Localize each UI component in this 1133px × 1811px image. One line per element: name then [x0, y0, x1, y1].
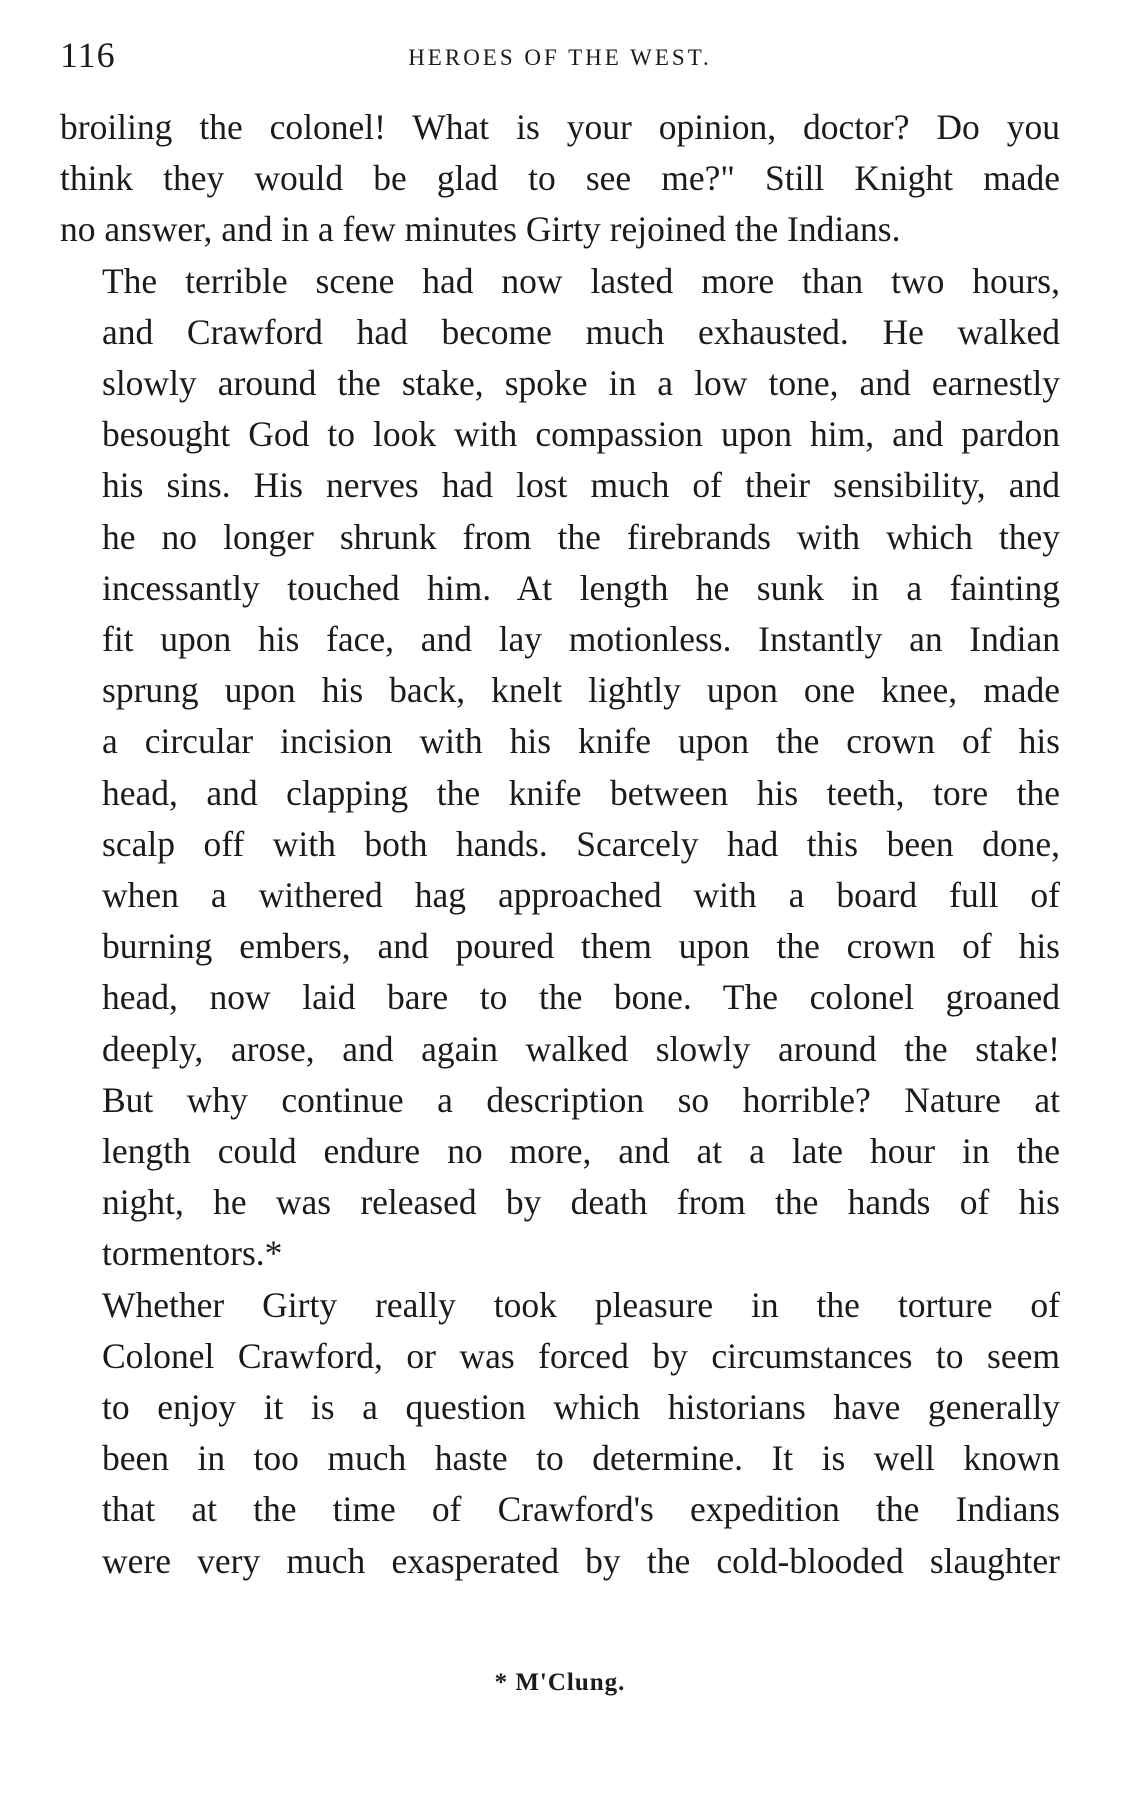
- text-line: Whether Girty really took pleasure in the torture of: [102, 1284, 1060, 1325]
- text-line: his sins. His nerves had lost much of their sensibility, and: [102, 465, 1060, 506]
- text-line: been in too much haste to determine. It is well known: [102, 1438, 1060, 1479]
- body-text: [60, 102, 1060, 1587]
- text-line: broiling the colonel! What is your opinion, doctor? Do you: [60, 107, 1060, 147]
- text-line: besought God to look with compassion upon him, and pardon: [102, 414, 1060, 455]
- text-line: The terrible scene had now lasted more than two hours,: [102, 260, 1060, 301]
- text-line: slowly around the stake, spoke in a low tone, and earnestly: [102, 363, 1060, 404]
- book-page: [60, 30, 1060, 1770]
- paragraph: [60, 256, 1060, 1280]
- text-line: But why continue a description so horrible? Nature at: [102, 1079, 1060, 1120]
- paragraph: [60, 1280, 1060, 1587]
- text-line: no answer, and in a few minutes Girty rejoined the Indians.: [60, 209, 901, 250]
- text-line: a circular incision with his knife upon the crown of his: [102, 721, 1060, 762]
- text-line: sprung upon his back, knelt lightly upon one knee, made: [102, 670, 1060, 711]
- text-line: were very much exasperated by the cold-blooded slaughter: [102, 1540, 1060, 1581]
- text-line: deeply, arose, and again walked slowly around the stake!: [102, 1028, 1060, 1069]
- page-number: 116: [60, 35, 116, 75]
- text-line: length could endure no more, and at a late hour in the: [102, 1131, 1060, 1172]
- text-line: he no longer shrunk from the firebrands with which they: [102, 516, 1060, 557]
- footnote: * M'Clung.: [494, 1669, 626, 1696]
- text-line: incessantly touched him. At length he sunk in a fainting: [102, 567, 1060, 608]
- text-line: and Crawford had become much exhausted. He walked: [102, 311, 1060, 352]
- text-line: tormentors.*: [102, 1233, 283, 1274]
- text-line: Colonel Crawford, or was forced by circumstances to seem: [102, 1335, 1060, 1376]
- text-line: to enjoy it is a question which historians have generally: [102, 1387, 1060, 1428]
- text-line: that at the time of Crawford's expedition the Indians: [102, 1489, 1060, 1530]
- text-line: head, now laid bare to the bone. The colonel groaned: [102, 977, 1060, 1018]
- text-line: think they would be glad to see me?" Still Knight made: [60, 158, 1060, 199]
- text-line: night, he was released by death from the hands of his: [102, 1182, 1060, 1223]
- text-line: fit upon his face, and lay motionless. Instantly an Indian: [102, 619, 1060, 660]
- running-title: HEROES OF THE WEST.: [408, 45, 712, 70]
- text-line: scalp off with both hands. Scarcely had this been done,: [102, 823, 1060, 864]
- text-line: when a withered hag approached with a board full of: [102, 875, 1060, 916]
- text-line: burning embers, and poured them upon the crown of his: [102, 926, 1060, 967]
- text-line: head, and clapping the knife between his teeth, tore the: [102, 772, 1060, 813]
- running-head: [60, 30, 1060, 90]
- paragraph: [60, 102, 1060, 256]
